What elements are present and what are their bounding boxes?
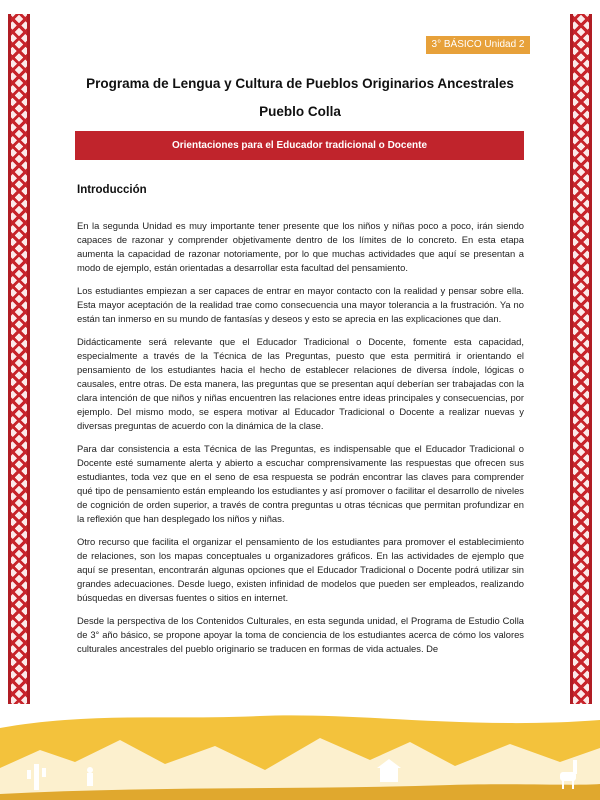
page-subtitle: Pueblo Colla bbox=[259, 104, 341, 119]
page-title: Programa de Lengua y Cultura de Pueblos Originarios Ancestrales bbox=[86, 76, 514, 91]
decorative-border-right bbox=[570, 14, 592, 704]
section-banner: Orientaciones para el Educador tradicional o Docente bbox=[75, 131, 524, 160]
paragraph: Para dar consistencia a esta Técnica de las Preguntas, es indispensable que el Educador Tradicional o Docente esté sumamente alerta y abierto a escuchar comprensivamente las respuestas que ofrecen sus estudiantes, toda vez que en el seno de esa respuesta se podrán encontrar las claves para comprender qué tipo de pensamiento están empleando los estudiantes y así promover o facilitar el desarrollo de niveles de cognición de orden superior, a través de contra preguntas u otras técnicas que permitan profundizar en la reflexión que han desplegado los niños y niñas. bbox=[77, 442, 524, 525]
section-heading: Introducción bbox=[77, 184, 147, 196]
footer-landscape-illustration bbox=[0, 690, 600, 800]
paragraph: En la segunda Unidad es muy importante tener presente que los niños y niñas poco a poco, irán siendo capaces de razonar y comprender objetivamente dentro de los límites de lo concreto. En esta etapa aumenta la capacidad de razonar notoriamente, por lo que muchas actividades que aquí se presentan a modo de ejemplo, están orientadas a desarrollar esta facultad del pensamiento. bbox=[77, 220, 524, 274]
unit-tag: 3° BÁSICO Unidad 2 bbox=[426, 36, 530, 54]
paragraph: Los estudiantes empiezan a ser capaces de entrar en mayor contacto con la realidad y pensar sobre ella. Esta mayor aceptación de la realidad trae como consecuencia una mayor tolerancia a la frustración. Ya no están tan inmerso en su mundo de fantasías y deseos y esto se aprecia en las explicaciones que dan. bbox=[77, 284, 524, 325]
body-text bbox=[77, 219, 524, 665]
decorative-border-left bbox=[8, 14, 30, 704]
paragraph: Otro recurso que facilita el organizar el pensamiento de los estudiantes para promover el establecimiento de relaciones, son los mapas conceptuales u organizadores gráficos. En las actividades de ejemplo que aquí se presentan, encontrarán algunas opciones que el Educador Tradicional o Docente podrá utilizar sin grandes adecuaciones. Desde luego, existen infinidad de modelos que pueden ser empleados, realizando búsquedas en diversas fuentes o sitios en internet. bbox=[77, 535, 524, 604]
paragraph: Desde la perspectiva de los Contenidos Culturales, en esta segunda unidad, el Programa de Estudio Colla de 3° año básico, se propone apoyar la toma de conciencia de los estudiantes acerca de cómo los valores culturales ancestrales del pueblo originario se traducen en formas de vida actuales. De bbox=[77, 614, 524, 655]
paragraph: Didácticamente será relevante que el Educador Tradicional o Docente, fomente esta capacidad, especialmente a través de la Técnica de las Preguntas, puesto que esta permitirá ir orientando el pensamiento de los estudiantes hacia el hecho de establecer relaciones de diversa índole, lógicas o causales, entre otras. De esta manera, las preguntas que se presentan aquí deberían ser trabajadas con la clara intención de que niños y niñas encuentren las relaciones entre ideas principales y consecuencias, por ejemplo. Del mismo modo, se espera motivar al Educador Tradicional o Docente a realizar nuevas y diversas preguntas de acuerdo con la dinámica de la clase. bbox=[77, 335, 524, 432]
person-icon bbox=[87, 767, 93, 786]
